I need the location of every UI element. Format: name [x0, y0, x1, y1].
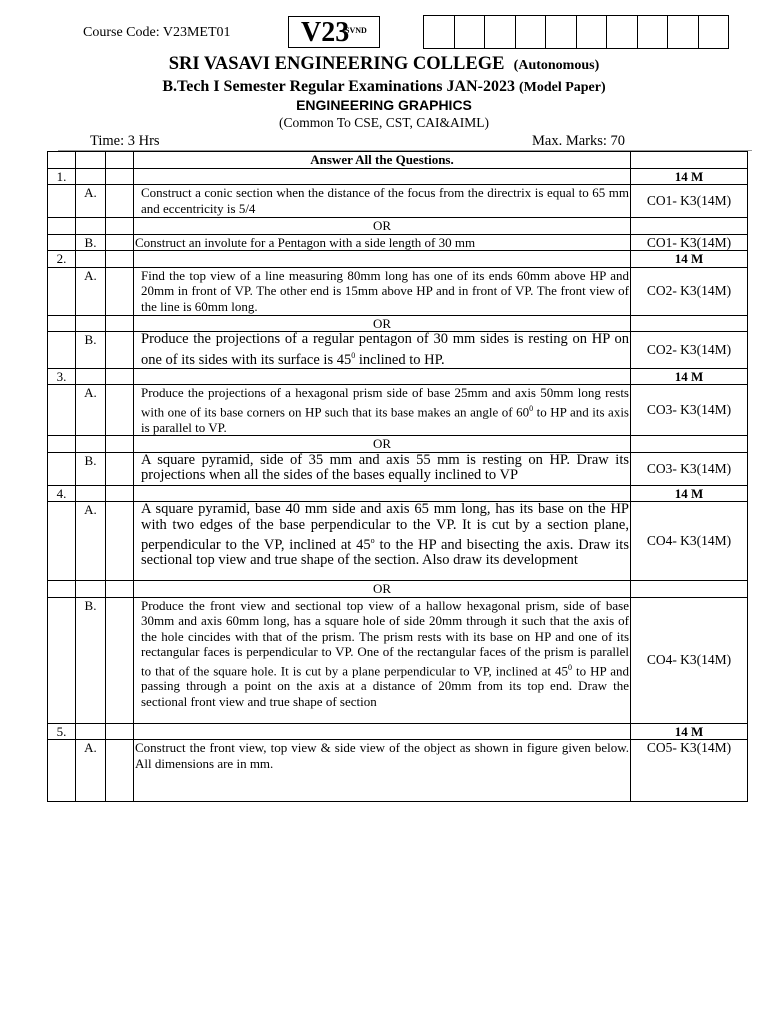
- question-number: 4.: [48, 485, 76, 502]
- co-level: CO3- K3(14M): [631, 385, 748, 436]
- question-row: [48, 251, 748, 268]
- option-label: B.: [76, 332, 106, 369]
- question-text: Construct an involute for a Pentagon with a side length of 30 mm: [134, 234, 631, 251]
- question-text-part: A square pyramid, base 40 mm side and axis 65 mm long, has its base on the HP with two edges of the base perpendicular to the VP. It is cut by a section plane, perpendicular to the VP, inclined at 45: [141, 501, 629, 553]
- question-text-part: inclined to HP.: [355, 351, 445, 368]
- question-text: A square pyramid, side of 35 mm and axis 55 mm is resting on HP. Draw its projections when all the sides of the bases equally inclined to VP: [134, 452, 631, 485]
- question-row: [48, 368, 748, 385]
- question-text-part: Produce the front view and sectional top view of a hallow hexagonal prism, side of base 30mm and axis 60mm long, has a square hole of side 20mm through it such that the axis of the hole cincides with that of the prism. The prism rests with its base on HP and one of its rectangular faces is perpendicular to VP. One of the rectangular faces of the prism is parallel to that of the square hole. It is cut by a plane perpendicular to VP, inclined at 45: [141, 597, 629, 678]
- question-text: [134, 332, 631, 369]
- question-row: [48, 168, 748, 185]
- question-row: [48, 485, 748, 502]
- question-text: [134, 385, 631, 436]
- or-separator: OR: [134, 436, 631, 453]
- co-level: CO2- K3(14M): [631, 332, 748, 369]
- exam-name: B.Tech I Semester Regular Examinations JAN-2023: [162, 78, 515, 95]
- exam-title: [0, 78, 768, 96]
- or-separator: OR: [134, 581, 631, 598]
- autonomous-label: (Autonomous): [513, 58, 600, 73]
- common-to: (Common To CSE, CST, CAI&AIML): [278, 115, 490, 130]
- question-marks: 14 M: [631, 485, 748, 502]
- instruction: Answer All the Questions.: [134, 152, 631, 169]
- question-marks: 14 M: [631, 251, 748, 268]
- max-marks: Max. Marks: 70: [532, 133, 626, 149]
- question-marks: 14 M: [631, 723, 748, 740]
- question-text-part: to HP and passing through a point on the axis at a distance of 20mm from its top end. Draw the sectional front view and true shape of section: [141, 662, 629, 709]
- question-text-part: Produce the projections of a regular pentagon of 30 mm sides is resting on HP on one of its sides with its surface is 45: [141, 331, 629, 368]
- option-label: A.: [76, 267, 106, 315]
- hall-ticket-cell: [606, 15, 638, 49]
- or-separator: OR: [134, 315, 631, 332]
- hall-ticket-cell: [484, 15, 516, 49]
- college-name: SRI VASAVI ENGINEERING COLLEGE: [168, 54, 505, 74]
- subject-title: ENGINEERING GRAPHICS: [296, 97, 472, 113]
- co-level: CO5- K3(14M): [631, 740, 748, 802]
- hall-ticket-cell: [454, 15, 486, 49]
- hall-ticket-cell: [667, 15, 699, 49]
- regulation-box: [288, 16, 380, 48]
- co-level: CO1- K3(14M): [631, 234, 748, 251]
- superscript: 0: [529, 403, 534, 413]
- co-level: CO4- K3(14M): [631, 502, 748, 581]
- question-text: [134, 502, 631, 581]
- question-row: [48, 723, 748, 740]
- question-text-part: to HP and its axis is parallel to VP.: [141, 404, 629, 435]
- hall-ticket-cell: [515, 15, 547, 49]
- sub-question-row: [48, 185, 748, 218]
- sub-question-row: [48, 234, 748, 251]
- hall-ticket-boxes: [424, 15, 729, 49]
- sub-question-row: [48, 267, 748, 315]
- regulation-code: V23: [301, 17, 350, 48]
- course-code: Course Code: V23MET01: [83, 25, 231, 40]
- question-text: Find the top view of a line measuring 80mm long has one of its ends 60mm above HP and 20mm in front of VP. The other end is 15mm above HP and in front of VP. The front view of the line is 60mm long.: [134, 267, 631, 315]
- sub-question-row: [48, 452, 748, 485]
- option-label: A.: [76, 385, 106, 436]
- question-marks: 14 M: [631, 368, 748, 385]
- hall-ticket-cell: [576, 15, 608, 49]
- regulation-tag: SVND: [345, 26, 367, 35]
- question-text-part: Produce the projections of a hexagonal prism side of base 25mm and axis 50mm long rests with one of its base corners on HP such that its base makes an angle of 60: [141, 385, 629, 420]
- hall-ticket-cell: [545, 15, 577, 49]
- co-level: CO3- K3(14M): [631, 452, 748, 485]
- sub-question-row: [48, 597, 748, 723]
- sub-question-row: [48, 385, 748, 436]
- question-number: 1.: [48, 168, 76, 185]
- question-table: [47, 151, 748, 802]
- question-text: Construct the front view, top view & side view of the object as shown in figure given below. All dimensions are in mm.: [134, 740, 631, 802]
- hall-ticket-cell: [423, 15, 455, 49]
- option-label: B.: [76, 597, 106, 723]
- superscript: o: [370, 536, 375, 546]
- question-number: 3.: [48, 368, 76, 385]
- hall-ticket-cell: [698, 15, 730, 49]
- college-title: [0, 54, 768, 75]
- option-label: A.: [76, 502, 106, 581]
- question-text: [134, 597, 631, 723]
- option-label: A.: [76, 185, 106, 218]
- option-label: A.: [76, 740, 106, 802]
- superscript: 0: [351, 350, 356, 360]
- exam-time: Time: 3 Hrs: [90, 133, 160, 149]
- sub-question-row: [48, 332, 748, 369]
- question-number: 5.: [48, 723, 76, 740]
- or-separator: OR: [134, 218, 631, 235]
- superscript: 0: [568, 662, 573, 672]
- question-number: 2.: [48, 251, 76, 268]
- hall-ticket-cell: [637, 15, 669, 49]
- sub-question-row: [48, 502, 748, 581]
- model-paper-label: (Model Paper): [518, 80, 606, 95]
- sub-question-row: [48, 740, 748, 802]
- question-text: Construct a conic section when the distance of the focus from the directrix is equal to 65 mm and eccentricity is 5/4: [134, 185, 631, 218]
- question-marks: 14 M: [631, 168, 748, 185]
- co-level: CO1- K3(14M): [631, 185, 748, 218]
- co-level: CO4- K3(14M): [631, 597, 748, 723]
- question-text-part: to the HP and bisecting the axis. Draw its sectional top view and true shape of the section. Also draw its development: [141, 536, 629, 569]
- option-label: B.: [76, 234, 106, 251]
- co-level: CO2- K3(14M): [631, 267, 748, 315]
- option-label: B.: [76, 452, 106, 485]
